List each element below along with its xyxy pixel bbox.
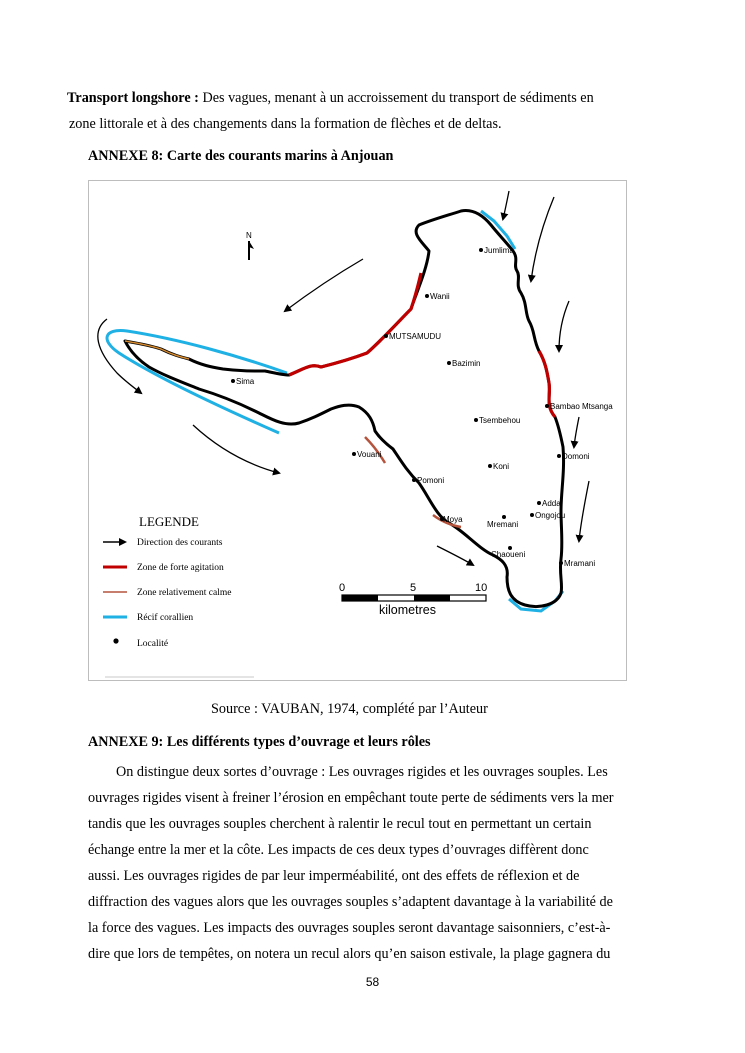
scale-tick: 0	[339, 582, 346, 594]
body-line: échange entre la mer et la côte. Les impacts de ces deux types d’ouvrages diffèrent donc	[88, 842, 589, 858]
legend-dot-icon	[113, 638, 118, 643]
locality-label: Moya	[443, 515, 463, 524]
locality-label: Adda	[542, 499, 561, 508]
locality-label: Mramani	[564, 559, 596, 568]
locality-label: Tsembehou	[479, 416, 521, 425]
page-number: 58	[365, 975, 380, 989]
body-line: la force des vagues. Les impacts des ouvrages souples seront davantage saisonniers, c’est-à-	[88, 920, 611, 936]
annex8-title: ANNEXE 8: Carte des courants marins à Anjouan	[88, 148, 394, 164]
body-line: tandis que les ouvrages souples cherchent à ralentir le recul tout en permettant un certain	[88, 816, 592, 832]
legend-item: Zone de forte agitation	[137, 563, 224, 573]
locality-label: Sima	[236, 377, 255, 386]
legend-title: LEGENDE	[139, 514, 199, 529]
intro-text: Des vagues, menant à un accroissement du transport de sédiments en	[198, 90, 594, 106]
locality-label: Bambao Mtsanga	[550, 402, 613, 411]
current-arrow-2	[531, 197, 554, 281]
intro-line-1	[67, 90, 594, 107]
body-line: ouvrages rigides visent à freiner l’érosion en empêchant toute perte de sédiments vers la mer	[88, 790, 614, 806]
body-line: diffraction des vagues alors que les ouvrages souples s’adaptent davantage à la variabilité de	[88, 894, 613, 910]
current-arrow-6	[285, 259, 363, 311]
annex9-title: ANNEXE 9: Les différents types d’ouvrage et leurs rôles	[88, 734, 431, 750]
localities	[231, 246, 613, 568]
body-line: On distingue deux sortes d’ouvrage : Les ouvrages rigides et les ouvrages souples. Les	[116, 764, 608, 780]
body-line: aussi. Les ouvrages rigides de par leur imperméabilité, ont des effets de réflexion et de	[88, 868, 580, 884]
locality-label: Chaoueni	[491, 550, 526, 559]
legend-item: Récif corallien	[137, 613, 194, 623]
locality-label: Pomoni	[417, 476, 445, 485]
map-source: Source : VAUBAN, 1974, complété par l’Auteur	[211, 701, 488, 717]
locality-label: Koni	[493, 462, 510, 471]
scale-tick: 5	[410, 582, 417, 594]
north-arrow-icon	[246, 231, 254, 260]
legend-item: Localité	[137, 639, 169, 649]
current-arrow-8	[193, 425, 279, 473]
intro-term: Transport longshore :	[67, 90, 199, 106]
currents-map	[88, 180, 627, 681]
locality-label: Domoni	[562, 452, 590, 461]
locality-label: Bazimin	[452, 359, 481, 368]
legend-item: Direction des courants	[137, 538, 223, 548]
current-arrow-9	[437, 546, 473, 565]
current-arrow-1	[503, 191, 509, 219]
map-canvas	[89, 181, 626, 680]
locality-label: Jumlima	[484, 246, 514, 255]
intro-line-2: zone littorale et à des changements dans la formation de flèches et de deltas.	[69, 116, 502, 132]
scale-bar	[339, 582, 487, 617]
locality-label: Vouani	[357, 450, 382, 459]
scale-tick: 10	[475, 582, 488, 594]
locality-label: MUTSAMUDU	[389, 332, 441, 341]
locality-label: Mremani	[487, 520, 519, 529]
reef-west	[107, 331, 287, 433]
locality-label: Wanii	[430, 292, 450, 301]
reef-north	[481, 211, 515, 249]
scale-unit: kilometres	[379, 603, 436, 617]
body-line: dire que lors de tempêtes, on notera un recul alors qu’en saison estivale, la plage gagnera du	[88, 946, 611, 962]
locality-label: Ongojou	[535, 511, 566, 520]
current-arrow-4	[574, 417, 579, 447]
agitation-zone-north	[289, 273, 421, 375]
north-label: N	[246, 231, 252, 240]
current-arrow-3	[559, 301, 569, 351]
legend-item: Zone relativement calme	[137, 588, 232, 598]
map-legend	[103, 514, 231, 649]
current-arrow-5	[579, 481, 589, 541]
